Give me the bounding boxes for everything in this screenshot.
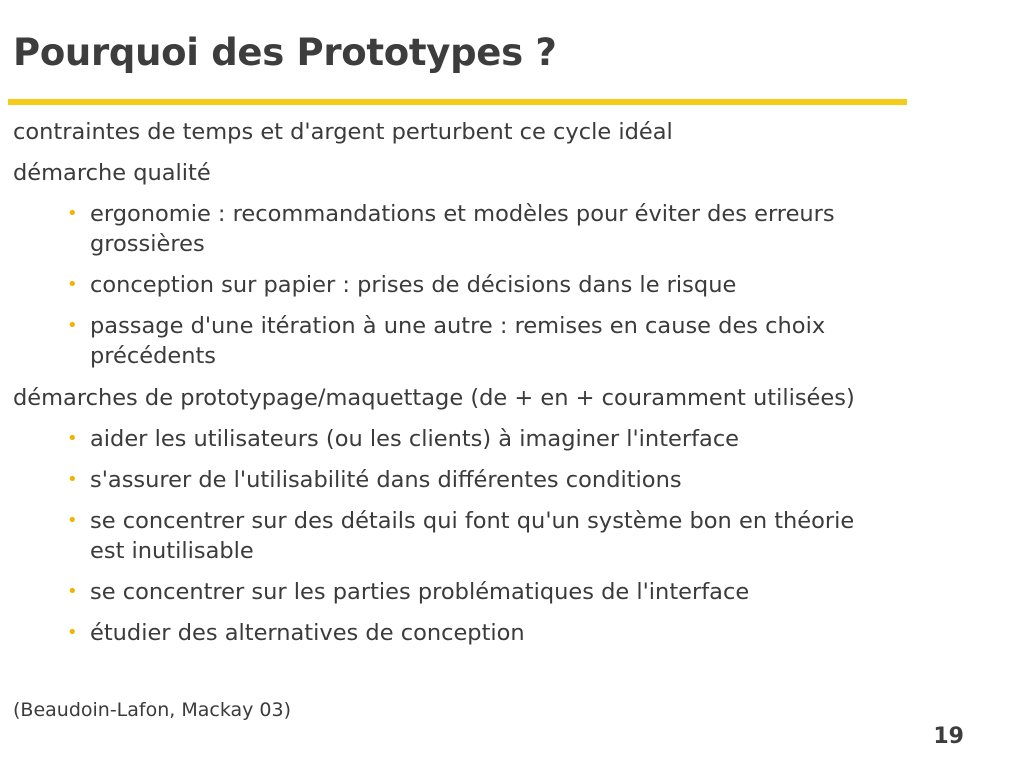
list-item-continuation: grossières xyxy=(90,231,205,257)
list-item: étudier des alternatives de conception xyxy=(90,620,525,646)
list-item-continuation: précédents xyxy=(90,343,217,369)
slide-title: Pourquoi des Prototypes ? xyxy=(13,31,557,74)
bullet-icon: • xyxy=(67,622,78,643)
bullet-icon: • xyxy=(67,469,78,490)
page-number: 19 xyxy=(933,724,964,749)
list-item: conception sur papier : prises de décisions dans le risque xyxy=(90,272,737,298)
bullet-icon: • xyxy=(67,428,78,449)
list-item: ergonomie : recommandations et modèles pour éviter des erreurs xyxy=(90,201,835,227)
title-underline xyxy=(8,99,907,105)
bullet-icon: • xyxy=(67,581,78,602)
citation: (Beaudoin-Lafon, Mackay 03) xyxy=(13,699,292,721)
bullet-icon: • xyxy=(67,203,78,224)
list-item: se concentrer sur des détails qui font qu'un système bon en théorie xyxy=(90,508,855,534)
list-item-continuation: est inutilisable xyxy=(90,538,254,564)
list-item: s'assurer de l'utilisabilité dans différentes conditions xyxy=(90,467,682,493)
list-item: aider les utilisateurs (ou les clients) à imaginer l'interface xyxy=(90,426,740,452)
bullet-icon: • xyxy=(67,510,78,531)
list-item: contraintes de temps et d'argent perturbent ce cycle idéal xyxy=(13,119,673,145)
list-item: démarches de prototypage/maquettage (de + en + couramment utilisées) xyxy=(13,385,855,411)
bullet-icon: • xyxy=(67,274,78,295)
list-item: passage d'une itération à une autre : remises en cause des choix xyxy=(90,313,826,339)
list-item: démarche qualité xyxy=(13,160,211,186)
bullet-icon: • xyxy=(67,315,78,336)
list-item: se concentrer sur les parties problématiques de l'interface xyxy=(90,579,750,605)
